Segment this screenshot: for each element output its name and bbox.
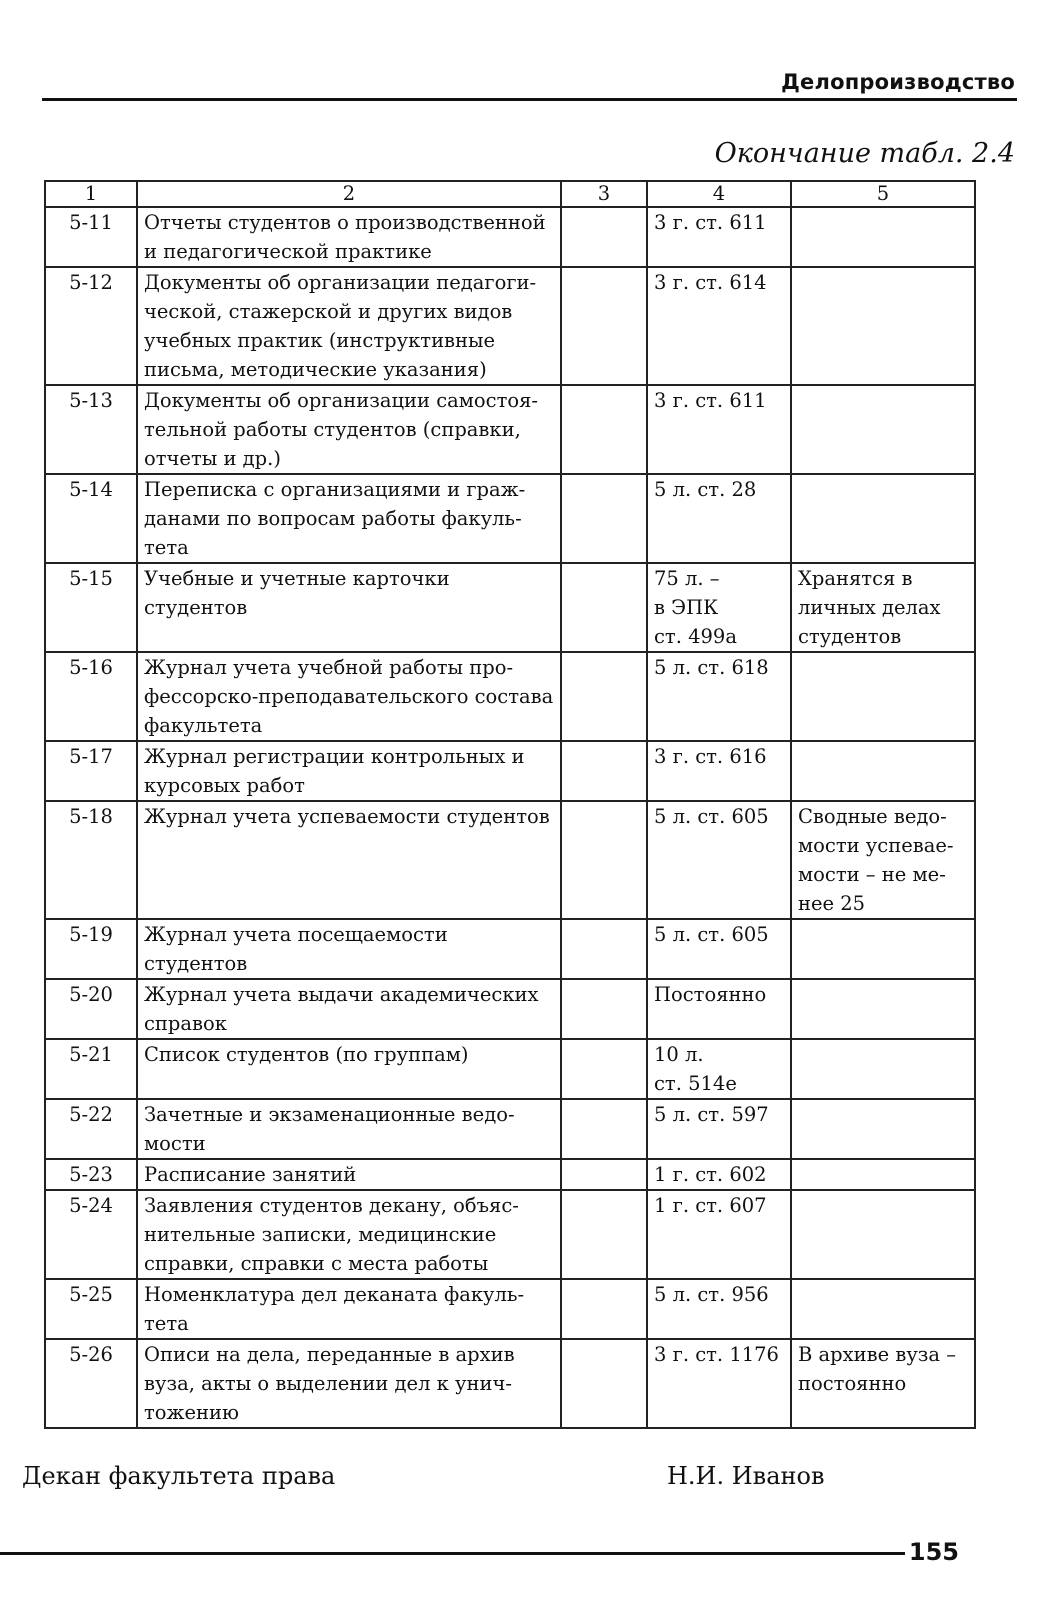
row-title: Описи на дела, переданные в архив вуза, акты о выделении дел к уничтожению xyxy=(137,1339,561,1428)
row-title: Документы об организации педагогической, стажерской и других видов учебных практик (инструктивные письма, методические указания) xyxy=(137,267,561,385)
row-retention: 5 л. ст. 28 xyxy=(647,474,791,563)
row-title: Журнал учета посещаемости студентов xyxy=(137,919,561,979)
row-column-3 xyxy=(561,1099,647,1159)
row-index: 5-12 xyxy=(45,267,137,385)
table-row xyxy=(45,979,975,1039)
row-index: 5-11 xyxy=(45,207,137,267)
row-index: 5-15 xyxy=(45,563,137,652)
row-note xyxy=(791,1159,975,1190)
row-column-3 xyxy=(561,474,647,563)
row-index: 5-20 xyxy=(45,979,137,1039)
row-column-3 xyxy=(561,1159,647,1190)
row-retention: 10 л. ст. 514е xyxy=(647,1039,791,1099)
records-table xyxy=(44,180,976,1429)
row-index: 5-19 xyxy=(45,919,137,979)
row-retention: 5 л. ст. 597 xyxy=(647,1099,791,1159)
row-column-3 xyxy=(561,801,647,919)
row-title: Зачетные и экзаменационные ведомости xyxy=(137,1099,561,1159)
row-index: 5-25 xyxy=(45,1279,137,1339)
row-column-3 xyxy=(561,919,647,979)
table-row xyxy=(45,267,975,385)
row-index: 5-22 xyxy=(45,1099,137,1159)
column-header-3: 3 xyxy=(561,181,647,207)
table-row xyxy=(45,1099,975,1159)
row-index: 5-17 xyxy=(45,741,137,801)
bottom-rule xyxy=(0,1552,905,1555)
row-index: 5-13 xyxy=(45,385,137,474)
row-title: Журнал учета учебной работы профессорско-преподавательского состава факультета xyxy=(137,652,561,741)
table-header-row xyxy=(45,181,975,207)
top-rule xyxy=(42,98,1017,101)
row-title: Номенклатура дел деканата факультета xyxy=(137,1279,561,1339)
row-retention: 3 г. ст. 616 xyxy=(647,741,791,801)
table-row xyxy=(45,1279,975,1339)
table-row xyxy=(45,1339,975,1428)
row-index: 5-18 xyxy=(45,801,137,919)
row-note: В архиве вуза – постоянно xyxy=(791,1339,975,1428)
row-column-3 xyxy=(561,207,647,267)
row-note xyxy=(791,652,975,741)
row-retention: 3 г. ст. 1176 xyxy=(647,1339,791,1428)
row-retention: 3 г. ст. 614 xyxy=(647,267,791,385)
row-retention: 3 г. ст. 611 xyxy=(647,385,791,474)
row-column-3 xyxy=(561,1339,647,1428)
row-title: Отчеты студентов о производственной и педагогической практике xyxy=(137,207,561,267)
row-column-3 xyxy=(561,741,647,801)
page-number: 155 xyxy=(908,1538,959,1566)
row-index: 5-14 xyxy=(45,474,137,563)
table-row xyxy=(45,1190,975,1279)
row-note: Сводные ведомости успеваемости – не менее 25 xyxy=(791,801,975,919)
signature-name: Н.И. Иванов xyxy=(667,1462,825,1490)
column-header-5: 5 xyxy=(791,181,975,207)
row-title: Переписка с организациями и гражданами по вопросам работы факультета xyxy=(137,474,561,563)
row-column-3 xyxy=(561,979,647,1039)
row-note xyxy=(791,919,975,979)
row-index: 5-23 xyxy=(45,1159,137,1190)
table-row xyxy=(45,563,975,652)
row-column-3 xyxy=(561,1279,647,1339)
table-row xyxy=(45,207,975,267)
column-header-4: 4 xyxy=(647,181,791,207)
row-column-3 xyxy=(561,652,647,741)
row-title: Список студентов (по группам) xyxy=(137,1039,561,1099)
table-body xyxy=(45,207,975,1428)
row-column-3 xyxy=(561,563,647,652)
row-retention: 5 л. ст. 605 xyxy=(647,919,791,979)
row-retention: 3 г. ст. 611 xyxy=(647,207,791,267)
row-title: Документы об организации самостоятельной работы студентов (справки, отчеты и др.) xyxy=(137,385,561,474)
signature-position: Декан факультета права xyxy=(22,1462,336,1490)
row-title: Расписание занятий xyxy=(137,1159,561,1190)
row-note xyxy=(791,1190,975,1279)
row-index: 5-21 xyxy=(45,1039,137,1099)
row-title: Журнал регистрации контрольных и курсовых работ xyxy=(137,741,561,801)
row-title: Заявления студентов декану, объяснительные записки, медицинские справки, справки с места работы xyxy=(137,1190,561,1279)
row-column-3 xyxy=(561,385,647,474)
row-note xyxy=(791,1099,975,1159)
row-note xyxy=(791,741,975,801)
table-row xyxy=(45,474,975,563)
table-row xyxy=(45,1159,975,1190)
table-caption: Окончание табл. 2.4 xyxy=(714,138,1015,169)
table-row xyxy=(45,801,975,919)
row-note xyxy=(791,385,975,474)
row-retention: 5 л. ст. 618 xyxy=(647,652,791,741)
row-note xyxy=(791,979,975,1039)
column-header-1: 1 xyxy=(45,181,137,207)
row-retention: Постоянно xyxy=(647,979,791,1039)
row-retention: 5 л. ст. 956 xyxy=(647,1279,791,1339)
table-header xyxy=(45,181,975,207)
row-column-3 xyxy=(561,1039,647,1099)
row-column-3 xyxy=(561,267,647,385)
row-index: 5-16 xyxy=(45,652,137,741)
table-row xyxy=(45,385,975,474)
row-column-3 xyxy=(561,1190,647,1279)
row-note xyxy=(791,1039,975,1099)
row-index: 5-24 xyxy=(45,1190,137,1279)
table-row xyxy=(45,741,975,801)
row-title: Журнал учета выдачи академических справок xyxy=(137,979,561,1039)
row-note xyxy=(791,267,975,385)
table-row xyxy=(45,1039,975,1099)
row-retention: 75 л. – в ЭПК ст. 499а xyxy=(647,563,791,652)
row-note xyxy=(791,207,975,267)
row-title: Журнал учета успеваемости студентов xyxy=(137,801,561,919)
row-note: Хранятся в личных делах студентов xyxy=(791,563,975,652)
row-note xyxy=(791,474,975,563)
column-header-2: 2 xyxy=(137,181,561,207)
row-retention: 1 г. ст. 602 xyxy=(647,1159,791,1190)
table-row xyxy=(45,919,975,979)
table-row xyxy=(45,652,975,741)
row-retention: 5 л. ст. 605 xyxy=(647,801,791,919)
row-note xyxy=(791,1279,975,1339)
row-title: Учебные и учетные карточки студентов xyxy=(137,563,561,652)
row-index: 5-26 xyxy=(45,1339,137,1428)
running-title: Делопроизводство xyxy=(781,70,1015,94)
row-retention: 1 г. ст. 607 xyxy=(647,1190,791,1279)
